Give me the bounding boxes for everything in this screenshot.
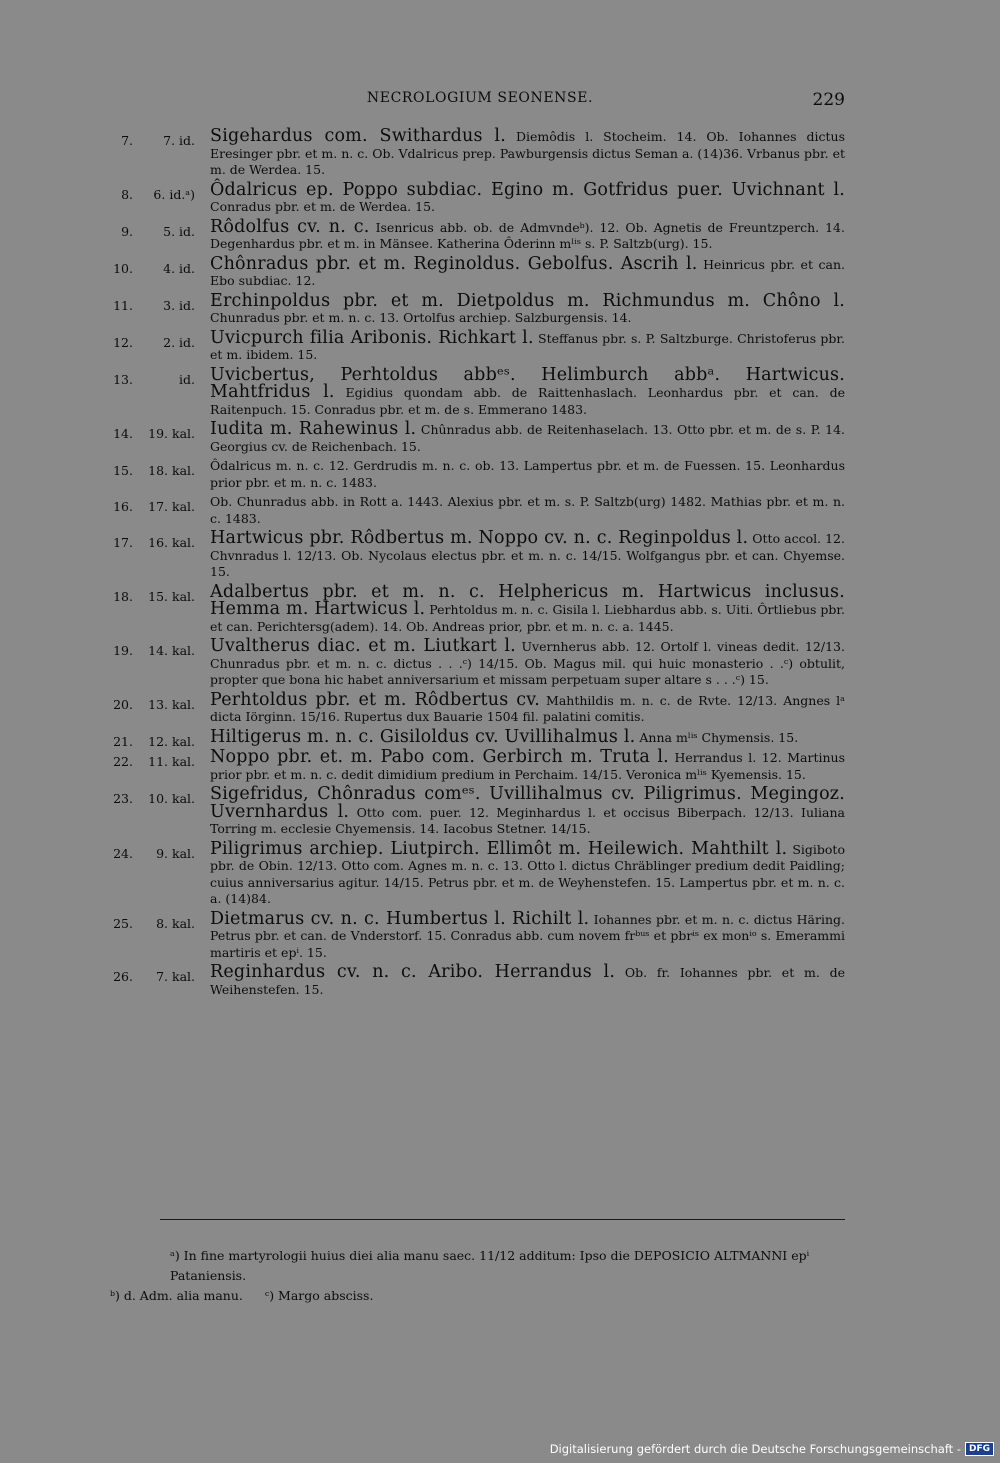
entry-main-names: Sigehardus com. Swithardus l. bbox=[210, 126, 506, 146]
entry-additions: Ôdalricus m. n. c. 12. Gerdrudis m. n. c. ob. 13. Lampertus pbr. et m. de Fuessen. 15. Leonhardus prior pbr. et m. n. c. 1483. bbox=[210, 458, 845, 490]
entry-main-names: Sigefridus, Chônradus comᵉˢ. Uvillihalmus cv. Piligrimus. Megingoz. Uvernhardus l. bbox=[210, 784, 845, 822]
entry-main-names: Iudita m. Rahewinus l. bbox=[210, 419, 417, 439]
entry-date: 14. kal. bbox=[148, 643, 195, 658]
entry-date: 7. id. bbox=[163, 133, 195, 148]
entry-row bbox=[0, 581, 1000, 636]
entry-row bbox=[0, 530, 1000, 581]
entry-additions: Mahthildis m. n. c. de Rvte. 12/13. Angnes lᵃ dicta Iörginn. 15/16. Rupertus dux Bauarie 1504 fil. palatini comitis. bbox=[210, 692, 845, 724]
entry-main-names: Reginhardus cv. n. c. Aribo. Herrandus l. bbox=[210, 962, 616, 982]
entry-row bbox=[0, 494, 1000, 527]
entry-number: 23. bbox=[113, 791, 133, 806]
entry-main-names: Ôdalricus ep. Poppo subdiac. Egino m. Gotfridus puer. Uvichnant l. bbox=[210, 179, 845, 200]
entry-body bbox=[210, 964, 845, 998]
entry-body bbox=[210, 726, 845, 747]
entry-row bbox=[0, 179, 1000, 216]
entry-body bbox=[210, 421, 845, 455]
entry-number: 9. bbox=[121, 223, 133, 239]
entry-date: 8. kal. bbox=[156, 915, 195, 931]
entry-row bbox=[0, 908, 1000, 962]
entry-additions: Steffanus pbr. s. P. Saltzburge. Christoferus pbr. et m. ibidem. 15. bbox=[210, 330, 845, 362]
entry-date: 11. kal. bbox=[148, 754, 195, 769]
footnote-a: ᵃ) In fine martyrologii huius diei alia manu saec. 11/12 additum: Ipso die DEPOSICIO ALTMANNI epⁱ Pataniensis. bbox=[170, 1248, 810, 1283]
footnotes bbox=[110, 1246, 845, 1306]
credit-text: Digitalisierung gefördert durch die Deutsche Forschungsgemeinschaft - bbox=[549, 1442, 961, 1456]
entry-number: 12. bbox=[113, 334, 133, 350]
running-head bbox=[0, 90, 1000, 114]
entry-number: 14. bbox=[113, 426, 133, 441]
footnote-rule bbox=[160, 1219, 845, 1220]
entry-row bbox=[0, 749, 1000, 783]
entry-date: 16. kal. bbox=[148, 535, 195, 550]
entry-additions: Chunradus pbr. et m. n. c. 13. Ortolfus archiep. Salzburgensis. 14. bbox=[210, 310, 632, 325]
page-number: 229 bbox=[812, 90, 845, 110]
entry-number: 17. bbox=[113, 535, 133, 550]
entry-additions: Diemôdis l. Stocheim. 14. Ob. Iohannes dictus Eresinger pbr. et m. n. c. Ob. Vdalricus prep. Pawburgensis dictus Seman a. (14)36. Vrbanus pbr. et m. de Werdea. 15. bbox=[210, 129, 845, 177]
entry-body bbox=[210, 908, 845, 962]
entry-body bbox=[210, 838, 845, 908]
entry-additions: Sigiboto pbr. de Obin. 12/13. Otto com. Agnes m. n. c. 13. Otto l. dictus Chräblinger predium dedit Paidling; cuius anniversarius agitur. 14/15. Petrus pbr. et m. de Weyhenstefen. 15. Lampertus pbr. et m. n. c. a. (14)84. bbox=[210, 841, 845, 906]
entry-body bbox=[210, 494, 845, 527]
digitization-credit bbox=[550, 1441, 994, 1457]
entry-additions: Uvernherus abb. 12. Ortolf l. vineas dedit. 12/13. Chunradus pbr. et m. n. c. dictus . . .ᶜ) 14/15. Ob. Magus mil. qui huic monasterio . .ᶜ) obtulit, propter que bona hic habet anniversarium et missam perpetuam super altare s . . .ᶜ) 15. bbox=[210, 639, 845, 687]
entry-body bbox=[210, 364, 846, 419]
entry-additions: Otto accol. 12. Chvnradus l. 12/13. Ob. Nycolaus electus pbr. et m. n. c. 14/15. Wolfgangus pbr. et can. Chyemse. 15. bbox=[210, 531, 845, 579]
entry-date: 9. kal. bbox=[156, 845, 195, 861]
entry-row bbox=[0, 253, 1000, 290]
page-title: NECROLOGIUM SEONENSE. bbox=[366, 90, 594, 106]
entry-body bbox=[210, 290, 845, 327]
entry-number: 18. bbox=[113, 588, 133, 604]
footnote-b: ᵇ) d. Adm. alia manu. bbox=[110, 1288, 243, 1303]
entry-body bbox=[210, 216, 845, 253]
entry-body bbox=[210, 458, 845, 491]
entry-additions: Herrandus l. 12. Martinus prior pbr. et m. n. c. dedit dimidium predium in Perchaim. 14/15. Veronica mˡⁱˢ Kyemensis. 15. bbox=[210, 750, 845, 782]
entry-main-names: Chônradus pbr. et m. Reginoldus. Gebolfus. Ascrih l. bbox=[210, 253, 698, 274]
entry-body bbox=[210, 749, 845, 783]
entry-number: 21. bbox=[113, 733, 133, 749]
entry-row bbox=[0, 327, 1000, 364]
entry-additions: Iohannes pbr. et m. n. c. dictus Häring. Petrus pbr. et can. de Vnderstorf. 15. Conradus abb. cum novem frᵇᵘˢ et pbrⁱˢ ex monⁱᵒ s. Emerammi martiris et epⁱ. 15. bbox=[210, 911, 845, 960]
entry-main-names: Noppo pbr. et. m. Pabo com. Gerbirch m. Truta l. bbox=[210, 747, 669, 767]
entry-additions: Perhtoldus m. n. c. Gisila l. Liebhardus abb. s. Uiti. Ôrtliebus pbr. et can. Perichtersg(adem). 14. Ob. Andreas prior, pbr. et m. n. c. a. 1445. bbox=[210, 602, 845, 634]
entry-main-names: Piligrimus archiep. Liutpirch. Ellimôt m. Heilewich. Mahthilt l. bbox=[210, 838, 788, 859]
entry-additions: Conradus pbr. et m. de Werdea. 15. bbox=[210, 199, 436, 214]
entry-number: 10. bbox=[113, 260, 133, 276]
entry-body bbox=[210, 530, 845, 581]
entry-row bbox=[0, 726, 1000, 749]
entry-main-names: Erchinpoldus pbr. et m. Dietpoldus m. Richmundus m. Chôno l. bbox=[210, 290, 845, 311]
entry-date: 18. kal. bbox=[148, 463, 195, 478]
entry-number: 24. bbox=[113, 845, 133, 861]
entry-number: 25. bbox=[113, 915, 133, 931]
entry-main-names: Uvicbertus, Perhtoldus abbᵉˢ. Helimburch abbᵃ. Hartwicus. Mahtfridus l. bbox=[210, 364, 845, 402]
necrology-entries bbox=[0, 128, 1000, 1001]
entry-main-names: Uvaltherus diac. et m. Liutkart l. bbox=[210, 636, 516, 656]
entry-date: 19. kal. bbox=[148, 426, 195, 441]
entry-date: 2. id. bbox=[163, 334, 195, 350]
entry-body bbox=[210, 689, 845, 726]
entry-number: 22. bbox=[113, 754, 133, 769]
entry-body bbox=[210, 638, 845, 689]
entry-additions: Ob. Chunradus abb. in Rott a. 1443. Alexius pbr. et m. s. P. Saltzb(urg) 1482. Mathias pbr. et m. n. c. 1483. bbox=[210, 494, 845, 526]
entry-row bbox=[0, 216, 1000, 253]
entry-number: 20. bbox=[113, 696, 133, 712]
entry-row bbox=[0, 786, 1000, 838]
entry-date: 13. kal. bbox=[148, 696, 195, 712]
entry-number: 16. bbox=[113, 499, 133, 514]
entry-date: 3. id. bbox=[163, 297, 195, 313]
entry-main-names: Hiltigerus m. n. c. Gisiloldus cv. Uvillihalmus l. bbox=[210, 726, 636, 747]
entry-body bbox=[210, 581, 845, 636]
dfg-logo: DFG bbox=[965, 1442, 994, 1456]
entry-additions: Heinricus pbr. et can. Ebo subdiac. 12. bbox=[210, 256, 845, 288]
footnote-c: ᶜ) Margo absciss. bbox=[264, 1288, 374, 1303]
entry-date: 6. id.ᵃ) bbox=[153, 186, 195, 202]
entry-number: 7. bbox=[121, 133, 133, 148]
entry-number: 19. bbox=[113, 643, 133, 658]
entry-number: 26. bbox=[113, 969, 133, 984]
entry-date: id. bbox=[179, 371, 195, 387]
entry-body bbox=[210, 327, 845, 364]
entry-body bbox=[210, 786, 845, 838]
entry-row bbox=[0, 838, 1000, 908]
entry-date: 10. kal. bbox=[148, 791, 195, 806]
entry-number: 15. bbox=[113, 463, 133, 478]
entry-row bbox=[0, 128, 1000, 179]
entry-row bbox=[0, 964, 1000, 998]
entry-date: 4. id. bbox=[163, 260, 195, 276]
entry-main-names: Dietmarus cv. n. c. Humbertus l. Richilt l. bbox=[210, 908, 590, 929]
entry-date: 7. kal. bbox=[156, 969, 195, 984]
entry-row bbox=[0, 364, 1000, 419]
entry-additions: Chûnradus abb. de Reitenhaselach. 13. Otto pbr. et m. de s. P. 14. Georgius cv. de Reichenbach. 15. bbox=[210, 422, 846, 454]
entry-body bbox=[210, 253, 845, 290]
entry-row bbox=[0, 458, 1000, 491]
entry-body bbox=[210, 179, 845, 216]
entry-date: 5. id. bbox=[163, 223, 195, 239]
entry-date: 17. kal. bbox=[148, 499, 195, 514]
entry-row bbox=[0, 421, 1000, 455]
entry-additions: Egidius quondam abb. de Raittenhaslach. Leonhardus pbr. et can. de Raitenpuch. 15. Conradus pbr. et m. de s. Emmerano 1483. bbox=[210, 385, 846, 417]
entry-main-names: Rôdolfus cv. n. c. bbox=[210, 216, 370, 237]
entry-row bbox=[0, 290, 1000, 327]
entry-number: 13. bbox=[113, 371, 133, 387]
entry-row bbox=[0, 689, 1000, 726]
entry-body bbox=[210, 128, 845, 179]
entry-main-names: Uvicpurch filia Aribonis. Richkart l. bbox=[210, 327, 534, 348]
entry-additions: Otto com. puer. 12. Meginhardus l. et occisus Biberpach. 12/13. Iuliana Torring m. ecclesie Chyemensis. 14. Iacobus Stetner. 14/15. bbox=[210, 804, 845, 836]
entry-main-names: Perhtoldus pbr. et m. Rôdbertus cv. bbox=[210, 689, 540, 710]
entry-row bbox=[0, 638, 1000, 689]
entry-additions: Isenricus abb. ob. de Admvndeᵇ). 12. Ob. Agnetis de Freuntzperch. 14. Degenhardus pbr. et m. in Mänsee. Katherina Ôderinn mˡⁱˢ s. P. Saltzb(urg). 15. bbox=[210, 219, 845, 251]
entry-date: 12. kal. bbox=[148, 733, 195, 749]
entry-main-names: Adalbertus pbr. et m. n. c. Helphericus m. Hartwicus inclusus. Hemma m. Hartwicus l. bbox=[210, 581, 845, 619]
entry-additions: Anna mˡⁱˢ Chymensis. 15. bbox=[639, 729, 799, 745]
entry-additions: Ob. fr. Iohannes pbr. et m. de Weihenstefen. 15. bbox=[210, 965, 845, 997]
entry-number: 8. bbox=[121, 186, 133, 202]
entry-date: 15. kal. bbox=[148, 588, 195, 604]
entry-main-names: Hartwicus pbr. Rôdbertus m. Noppo cv. n. c. Reginpoldus l. bbox=[210, 528, 749, 548]
entry-number: 11. bbox=[113, 297, 133, 313]
